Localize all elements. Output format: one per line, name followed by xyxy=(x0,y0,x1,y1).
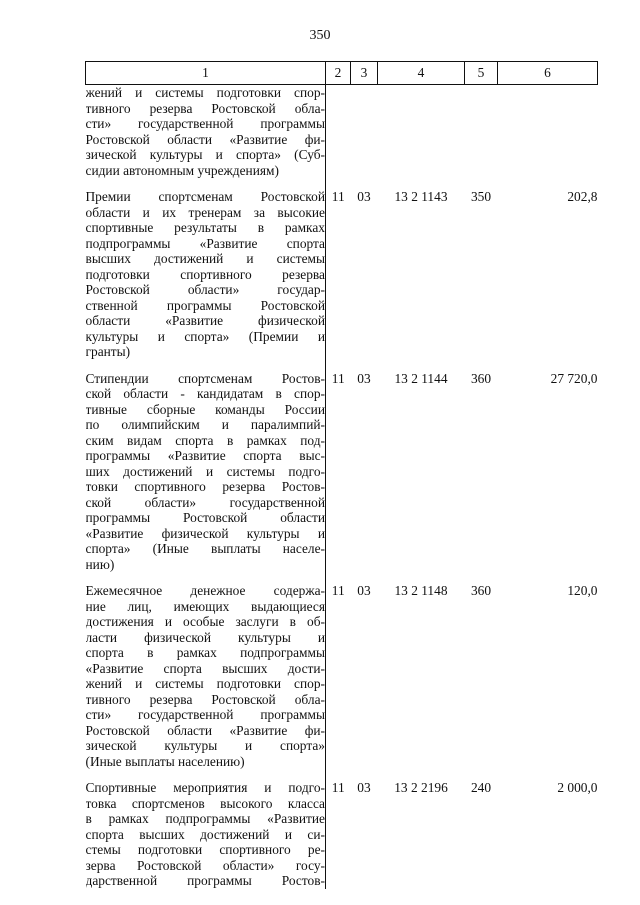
description-line: «Развитие физической культуры и xyxy=(85,525,325,541)
row-description xyxy=(86,583,326,769)
expense-type-code: 240 xyxy=(470,780,492,795)
subsection-code: 03 xyxy=(357,370,371,386)
description-line: тивного резерва Ростовской обла- xyxy=(85,100,325,116)
description-line: спорта» (Иные выплаты населе- xyxy=(85,541,325,556)
description-line: программы «Развитие спорта выс- xyxy=(85,448,325,463)
description-line: гранты) xyxy=(85,344,131,359)
expense-type-code: 360 xyxy=(470,583,492,598)
description-line: Ростовской области «Развитие фи- xyxy=(85,722,325,738)
description-line: высших достижений и системы xyxy=(85,251,325,266)
row-description xyxy=(86,780,326,889)
header-col-3: 3 xyxy=(351,62,378,85)
description-line: области и их тренерам за высокие xyxy=(85,204,325,220)
budget-table xyxy=(85,61,598,889)
amount-value: 202,8 xyxy=(567,189,598,204)
target-article-code: 13 2 2196 xyxy=(394,780,448,795)
amount-value: 27 720,0 xyxy=(550,370,598,386)
description-line: Премии спортсменам Ростовской xyxy=(85,189,325,204)
continuation-description xyxy=(86,85,326,179)
target-article-code: 13 2 1148 xyxy=(394,583,448,598)
description-line: зической культуры и спорта» (Суб- xyxy=(85,147,325,162)
header-col-4: 4 xyxy=(378,62,465,85)
subsection-code: 03 xyxy=(357,189,371,204)
description-line: ской области - кандидатам в спор- xyxy=(85,386,325,401)
description-line: (Иные выплаты населению) xyxy=(85,753,245,769)
description-line: подпрограммы «Развитие спорта xyxy=(85,235,325,251)
page-number: 350 xyxy=(309,28,331,43)
header-col-1: 1 xyxy=(86,62,326,85)
description-line: Ежемесячное денежное содержа- xyxy=(85,583,325,598)
section-code: 11 xyxy=(331,189,345,204)
section-code: 11 xyxy=(331,370,345,386)
description-line: жений и системы подготовки спор- xyxy=(85,85,325,100)
description-line: ским видам спорта в рамках под- xyxy=(85,432,325,448)
section-code: 11 xyxy=(331,780,345,795)
description-line: нию) xyxy=(85,556,115,572)
description-line: ственной программы Ростовской xyxy=(85,297,325,313)
description-line: зерва Ростовской области» госу- xyxy=(85,857,325,873)
description-line: Ростовской области «Развитие фи- xyxy=(85,131,325,147)
description-line: Ростовской области» государ- xyxy=(85,282,325,297)
section-code: 11 xyxy=(331,583,345,598)
description-line: тивные сборные команды России xyxy=(85,401,325,417)
description-line: сти» государственной программы xyxy=(85,707,325,722)
description-line: в рамках подпрограммы «Развитие xyxy=(85,811,325,826)
description-line: программы Ростовской области xyxy=(85,510,325,525)
description-line: товки спортивного резерва Ростов- xyxy=(85,479,325,494)
description-line: тивного резерва Ростовской обла- xyxy=(85,691,325,707)
description-line: культуры и спорта» (Премии и xyxy=(85,328,325,344)
description-line: ласти физической культуры и xyxy=(85,629,325,645)
description-line: сидии автономным учреждениям) xyxy=(85,162,279,178)
amount-value: 120,0 xyxy=(567,583,598,598)
description-line: жений и системы подготовки спор- xyxy=(85,676,325,691)
description-line: стемы подготовки спортивного ре- xyxy=(85,842,325,857)
description-line: спорта в рамках подпрограммы xyxy=(85,645,325,660)
description-line: товка спортсменов высокого класса xyxy=(85,795,325,811)
table-row xyxy=(86,583,598,769)
table-row xyxy=(86,780,598,889)
header-col-2: 2 xyxy=(326,62,351,85)
subsection-code: 03 xyxy=(357,780,371,795)
target-article-code: 13 2 1144 xyxy=(394,370,448,386)
description-line: по олимпийским и паралимпий- xyxy=(85,417,325,432)
header-row xyxy=(86,62,598,85)
amount-value: 2 000,0 xyxy=(557,780,598,795)
description-line: Стипендии спортсменам Ростов- xyxy=(85,370,325,386)
description-line: достижения и особые заслуги в об- xyxy=(85,614,325,629)
description-line: «Развитие спорта высших дости- xyxy=(85,660,325,676)
table-row xyxy=(86,371,598,573)
description-line: подготовки спортивного резерва xyxy=(85,266,325,282)
continuation-row xyxy=(86,85,598,179)
expense-type-code: 350 xyxy=(470,189,492,204)
description-line: дарственной программы Ростов- xyxy=(85,873,325,888)
row-description xyxy=(86,371,326,573)
target-article-code: 13 2 1143 xyxy=(394,189,448,204)
description-line: ших достижений и системы подго- xyxy=(85,463,325,479)
header-col-5: 5 xyxy=(465,62,498,85)
header-col-6: 6 xyxy=(498,62,598,85)
description-line: спортивные результаты в рамках xyxy=(85,220,325,235)
description-line: Спортивные мероприятия и подго- xyxy=(85,780,325,795)
description-line: области «Развитие физической xyxy=(85,313,325,328)
row-description xyxy=(86,189,326,360)
description-line: ской области» государственной xyxy=(85,494,325,510)
expense-type-code: 360 xyxy=(470,370,492,386)
description-line: спорта высших достижений и си- xyxy=(85,826,325,842)
table-row xyxy=(86,189,598,360)
description-line: сти» государственной программы xyxy=(85,116,325,131)
description-line: зической культуры и спорта» xyxy=(85,738,325,753)
subsection-code: 03 xyxy=(357,583,371,598)
description-line: ние лиц, имеющих выдающиеся xyxy=(85,598,325,614)
